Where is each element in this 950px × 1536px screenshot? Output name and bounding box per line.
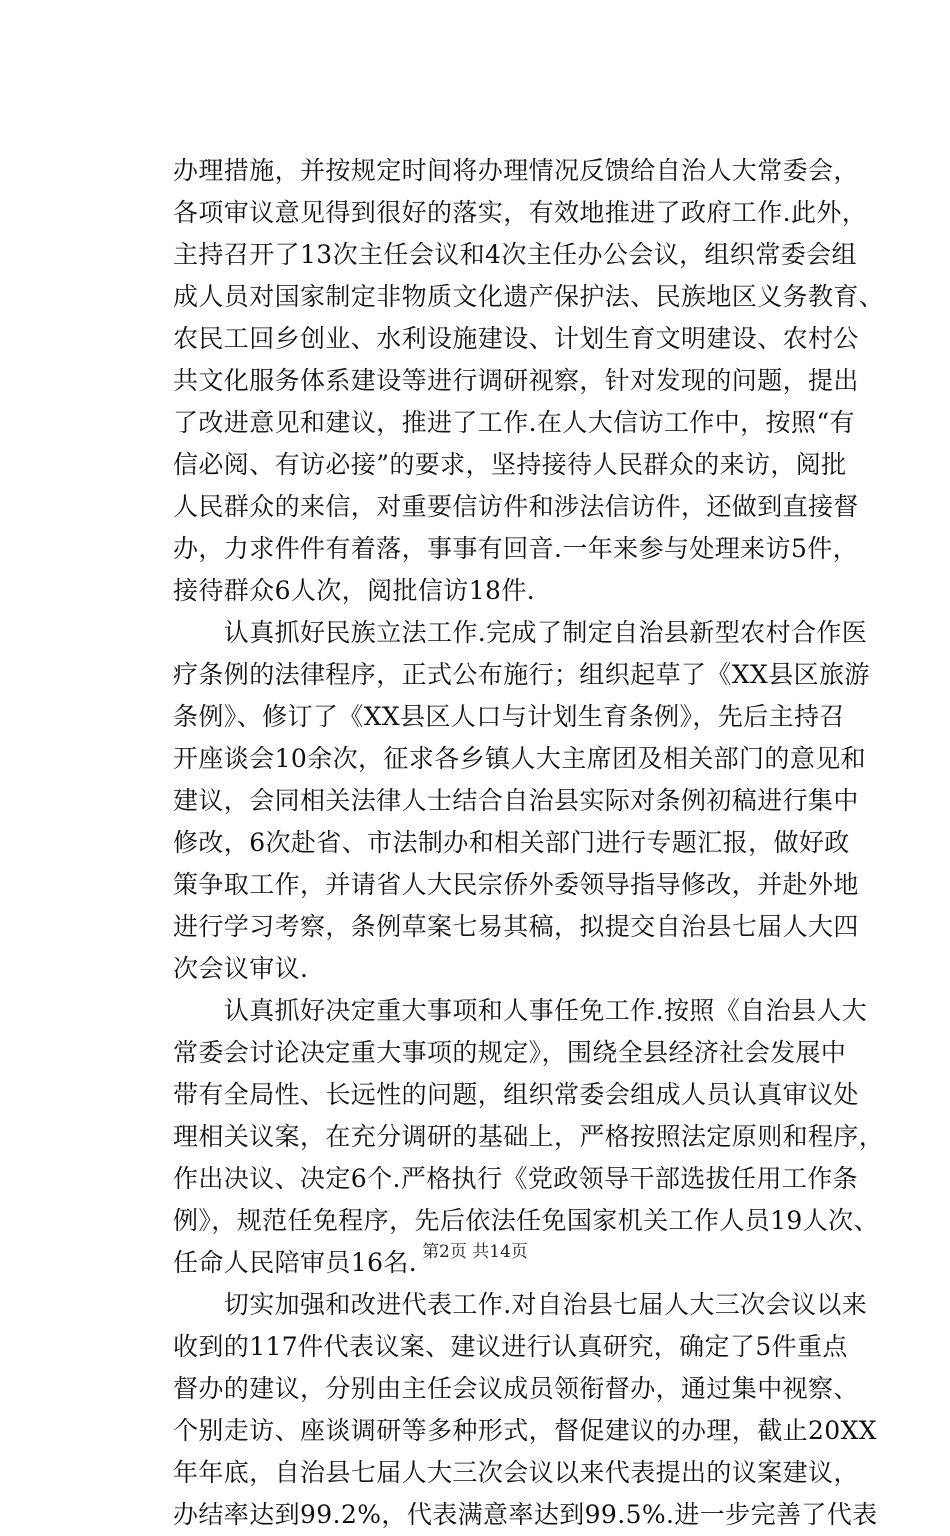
text-line: 收到的117件代表议案、建议进行认真研究，确定了5件重点 (173, 1332, 848, 1361)
text-line: 认真抓好民族立法工作.完成了制定自治县新型农村合作医 (173, 618, 868, 647)
text-line: 次会议审议. (173, 954, 309, 983)
page-footer (0, 1240, 950, 1264)
text-line: 成人员对国家制定非物质文化遗产保护法、民族地区义务教育、 (173, 282, 885, 311)
text-line: 开座谈会10余次，征求各乡镇人大主席团及相关部门的意见和 (173, 744, 867, 773)
text-line: 各项审议意见得到很好的落实，有效地推进了政府工作.此外， (173, 198, 868, 227)
text-line: 理相关议案，在充分调研的基础上，严格按照法定原则和程序， (173, 1122, 885, 1151)
text-line: 建议，会同相关法律人士结合自治县实际对条例初稿进行集中 (173, 786, 859, 815)
text-line: 人民群众的来信，对重要信访件和涉法信访件，还做到直接督 (173, 492, 859, 521)
text-line: 主持召开了13次主任会议和4次主任办公会议，组织常委会组 (173, 240, 857, 269)
text-line: 信必阅、有访必接”的要求，坚持接待人民群众的来访，阅批 (173, 450, 847, 479)
text-line: 条例》、修订了《XX县区人口与计划生育条例》，先后主持召 (173, 702, 845, 731)
text-line: 督办的建议，分别由主任会议成员领衔督办，通过集中视察、 (173, 1374, 859, 1403)
text-line: 了改进意见和建议，推进了工作.在人大信访工作中，按照“有 (173, 408, 855, 437)
text-line: 办理措施，并按规定时间将办理情况反馈给自治人大常委会， (173, 156, 859, 185)
text-line: 例》，规范任免程序，先后依法任免国家机关工作人员19人次、 (173, 1206, 879, 1235)
text-line: 办结率达到99.2%，代表满意率达到99.5%.进一步完善了代表 (173, 1500, 878, 1529)
text-line: 修改，6次赴省、市法制办和相关部门进行专题汇报，做好政 (173, 828, 850, 857)
text-line: 农民工回乡创业、水利设施建设、计划生育文明建设、农村公 (173, 324, 859, 353)
text-line: 常委会讨论决定重大事项的规定》，围绕全县经济社会发展中 (173, 1038, 847, 1067)
page-number-label: 第2页 共14页 (422, 1242, 528, 1262)
text-line: 切实加强和改进代表工作.对自治县七届人大三次会议以来 (173, 1290, 868, 1319)
body-text (173, 150, 885, 1536)
text-line: 接待群众6人次，阅批信访18件. (173, 576, 536, 605)
text-line: 策争取工作，并请省人大民宗侨外委领导指导修改，并赴外地 (173, 870, 859, 899)
text-line: 作出决议、决定6个.严格执行《党政领导干部选拔任用工作条 (173, 1164, 859, 1193)
text-line: 认真抓好决定重大事项和人事任免工作.按照《自治县人大 (173, 996, 868, 1025)
text-line: 办，力求件件有着落，事事有回音.一年来参与处理来访5件， (173, 534, 859, 563)
text-line: 共文化服务体系建设等进行调研视察，针对发现的问题，提出 (173, 366, 859, 395)
text-line: 个别走访、座谈调研等多种形式，督促建议的办理，截止20XX (173, 1416, 878, 1445)
text-line: 任命人民陪审员16名. (173, 1248, 418, 1277)
text-line: 疗条例的法律程序，正式公布施行；组织起草了《XX县区旅游 (173, 660, 870, 689)
text-line: 带有全局性、长远性的问题，组织常委会组成人员认真审议处 (173, 1080, 859, 1109)
text-line: 年年底，自治县七届人大三次会议以来代表提出的议案建议， (173, 1458, 859, 1487)
text-line: 进行学习考察，条例草案七易其稿，拟提交自治县七届人大四 (173, 912, 859, 941)
